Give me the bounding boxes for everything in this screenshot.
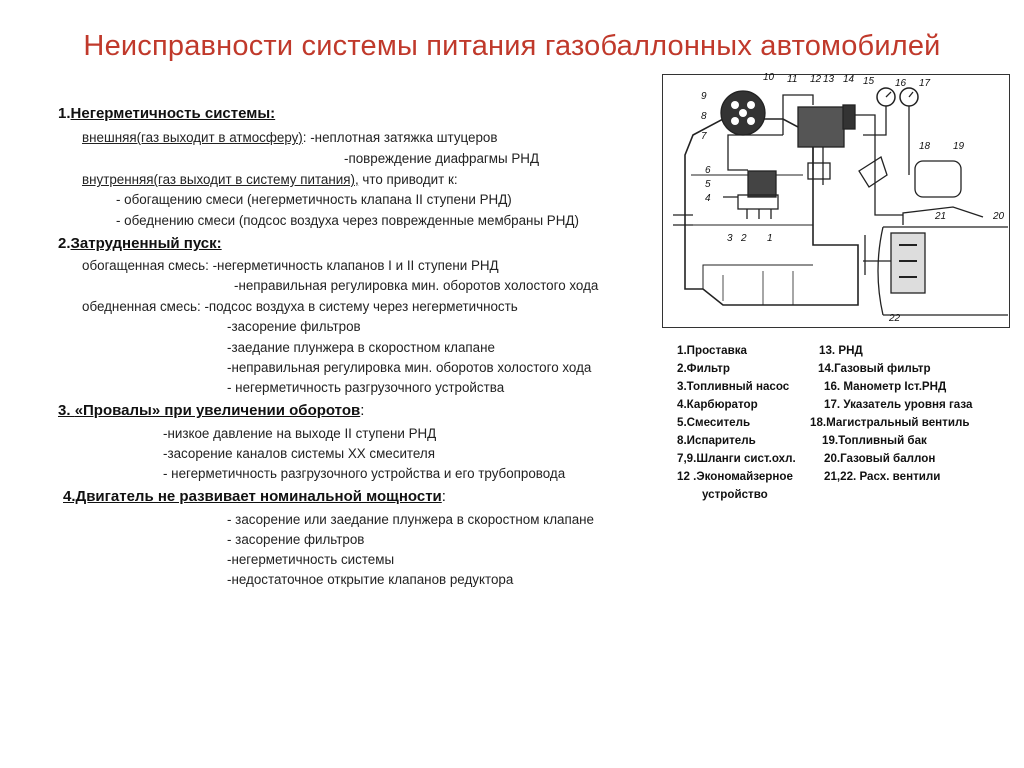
legend-left-3: 3.Топливный насос	[677, 380, 790, 393]
diagram-number-5: 5	[705, 179, 711, 190]
diagram-number-1: 1	[767, 233, 773, 244]
section-2-line-4: -засорение фильтров	[227, 319, 361, 334]
diagram-number-21: 21	[935, 211, 947, 222]
gas-system-diagram	[662, 74, 1010, 328]
legend-right-6: 19.Топливный бак	[822, 434, 927, 447]
diagram-number-12: 12	[810, 74, 822, 85]
diagram-number-2: 2	[741, 233, 747, 244]
diagram-number-18: 18	[919, 141, 931, 152]
section-2-title: Затрудненный пуск:	[70, 235, 222, 252]
legend-left-4: 4.Карбюратор	[677, 398, 758, 411]
diagram-number-3: 3	[727, 233, 733, 244]
section-2-line-6: -неправильная регулировка мин. оборотов холостого хода	[227, 360, 592, 375]
legend-right-2: 14.Газовый фильтр	[818, 362, 931, 375]
section-3-colon: :	[360, 402, 365, 419]
diagram-number-17: 17	[919, 78, 931, 89]
legend-right-5: 18.Магистральный вентиль	[810, 416, 970, 429]
legend-left-7: 7,9.Шланги сист.охл.	[677, 452, 796, 465]
section-3-line-3: - негерметичность разгрузочного устройства и его трубопровода	[163, 466, 566, 481]
section-3-text: «Провалы» при увеличении оборотов	[74, 402, 361, 419]
section-3-line-2: -засорение каналов системы XX смесителя	[163, 446, 435, 461]
diagram-number-13: 13	[823, 74, 835, 85]
section-3-line-1: -низкое давление на выходе II ступени РНД	[163, 426, 437, 441]
section-2-line-1: обогащенная смесь: -негерметичность клапанов I и II ступени РНД	[82, 258, 499, 273]
diagram-number-8: 8	[701, 111, 707, 122]
section-2-line-3: обедненная смесь: -подсос воздуха в систему через негерметичность	[82, 299, 518, 314]
section-1-heading	[58, 106, 275, 122]
internal-leak-item-2: - обеднению смеси (подсос воздуха через поврежденные мембраны РНД)	[116, 213, 579, 228]
internal-leak-line	[82, 172, 458, 188]
legend-right-8: 21,22. Расх. вентили	[824, 470, 941, 483]
section-1-number: 1.	[58, 105, 71, 122]
diagram-drawing	[663, 75, 1008, 326]
section-4-colon: :	[441, 488, 446, 505]
diagram-number-22: 22	[889, 313, 901, 324]
section-2-number: 2.	[58, 235, 71, 252]
diagram-number-16: 16	[895, 78, 907, 89]
legend-right-4: 17. Указатель уровня газа	[824, 398, 973, 411]
section-4-line-1: - засорение или заедание плунжера в скоростном клапане	[227, 512, 594, 527]
internal-leak-label: внутренняя(газ выходит в систему питания),	[82, 172, 359, 187]
section-3-number: 3.	[58, 402, 71, 419]
diagram-number-19: 19	[953, 141, 965, 152]
section-1-title: Негерметичность системы:	[70, 105, 276, 122]
internal-leak-item-1: - обогащению смеси (негерметичность клапана II ступени РНД)	[116, 192, 512, 207]
diagram-number-11: 11	[787, 74, 798, 85]
section-4-line-4: -недостаточное открытие клапанов редуктора	[227, 572, 514, 587]
section-2-line-5: -заедание плунжера в скоростном клапане	[227, 340, 495, 355]
diagram-number-14: 14	[843, 74, 855, 85]
diagram-number-6: 6	[705, 165, 711, 176]
external-leak-line	[82, 130, 498, 146]
section-2-heading	[58, 236, 222, 252]
section-2-line-7: - негерметичность разгрузочного устройства	[227, 380, 505, 395]
diagram-number-20: 20	[993, 211, 1005, 222]
legend-left-6: 8.Испаритель	[677, 434, 756, 447]
legend-left-8: 12 .Экономайзерное	[677, 470, 793, 483]
legend-left-2: 2.Фильтр	[677, 362, 730, 375]
legend-right-1: 13. РНД	[819, 344, 863, 357]
diagram-number-4: 4	[705, 193, 711, 204]
legend-left-9: устройство	[702, 488, 768, 501]
external-leak-label: внешняя(газ выходит в атмосферу)	[82, 130, 303, 145]
slide-title: Неисправности системы питания газобаллонных автомобилей	[83, 30, 941, 62]
section-2-line-2: -неправильная регулировка мин. оборотов холостого хода	[234, 278, 599, 293]
section-4-heading	[63, 489, 446, 505]
section-4-line-3: -негерметичность системы	[227, 552, 395, 567]
legend-right-3: 16. Манометр Iст.РНД	[824, 380, 947, 393]
legend-right-7: 20.Газовый баллон	[824, 452, 936, 465]
section-4-title: 4.Двигатель не развивает номинальной мощности	[63, 488, 442, 505]
legend-left-1: 1.Проставка	[677, 344, 747, 357]
diagram-number-15: 15	[863, 76, 875, 87]
diagram-number-9: 9	[701, 91, 707, 102]
legend-left-5: 5.Смеситель	[677, 416, 751, 429]
diagram-number-10: 10	[763, 72, 775, 83]
section-4-line-2: - засорение фильтров	[227, 532, 365, 547]
diagram-number-7: 7	[701, 131, 707, 142]
internal-leak-tail: что приводит к:	[358, 172, 458, 187]
section-3-title	[58, 402, 360, 419]
section-3-heading	[58, 403, 364, 419]
external-leak-item-1: : -неплотная затяжка штуцеров	[302, 130, 498, 145]
external-leak-item-2: -повреждение диафрагмы РНД	[344, 151, 540, 166]
